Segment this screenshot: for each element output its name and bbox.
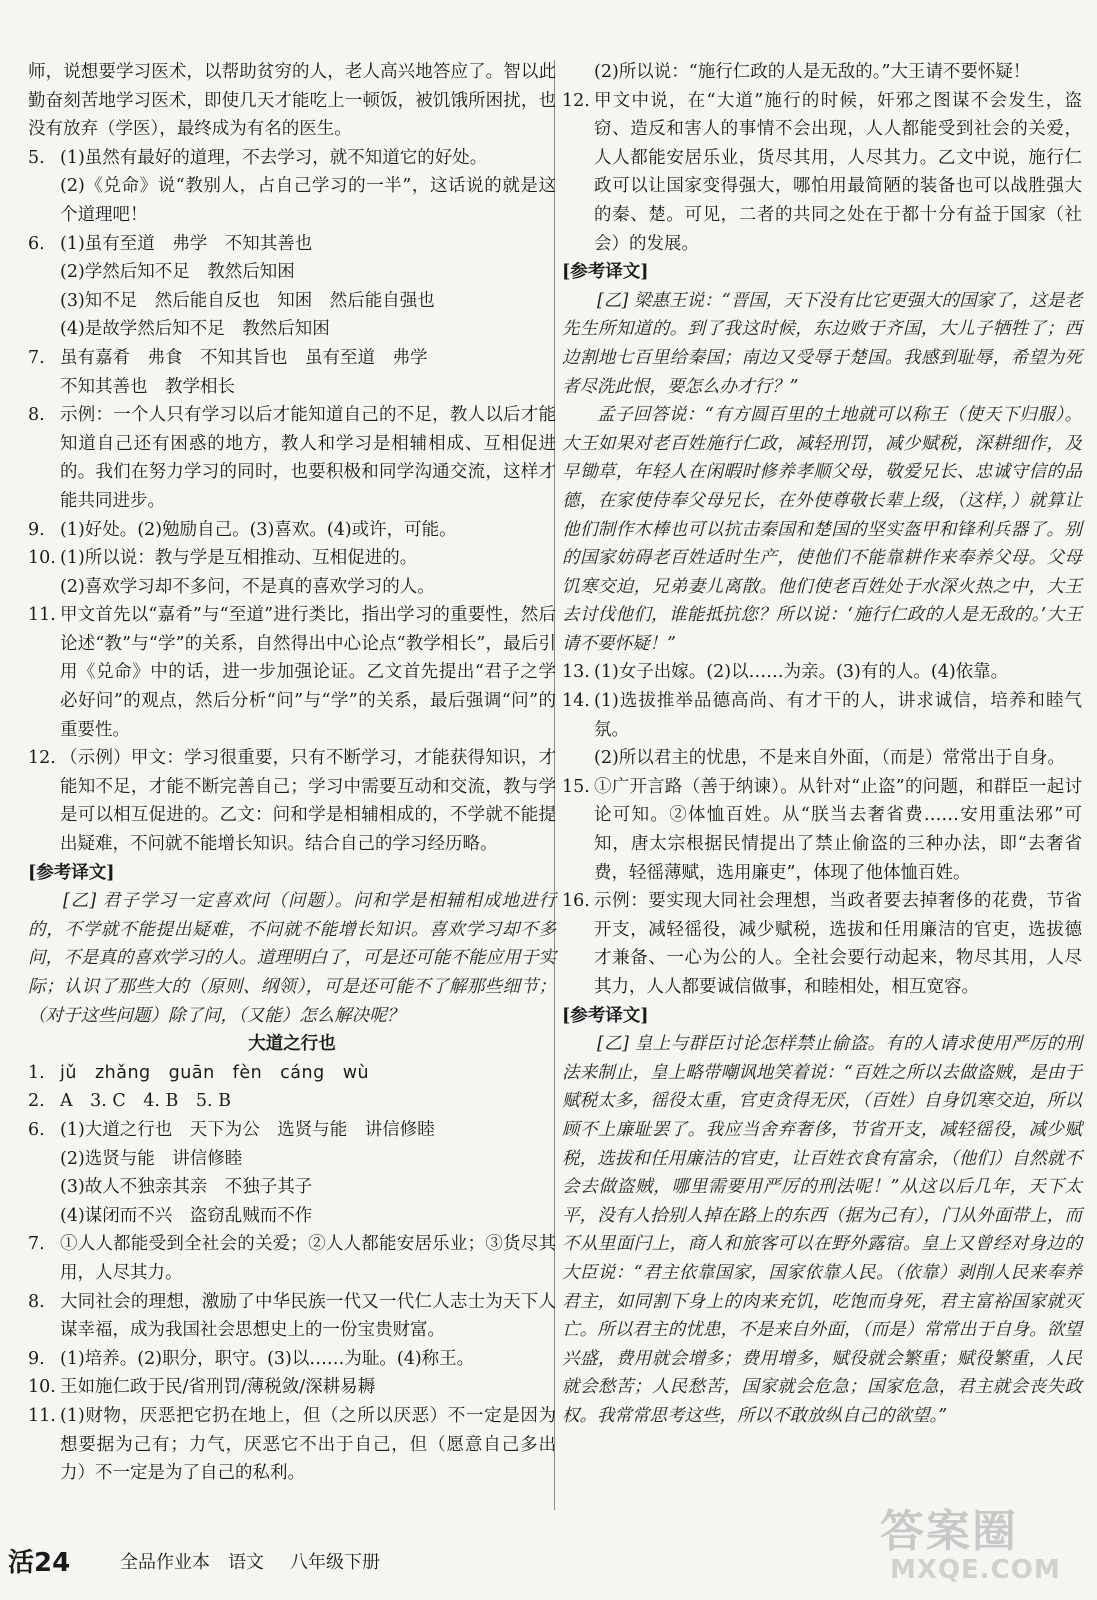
reference-translation-label: [参考译文] (28, 862, 115, 883)
answer-10-2: (2)喜欢学习却不多问，不是真的喜欢学习的人。 (60, 576, 435, 597)
answer-11-2: (2)所以说：“施行仁政的人是无敌的。”大王请不要怀疑！ (594, 62, 1031, 82)
answer-9: 9. (1)好处。(2)勉励自己。(3)喜欢。(4)或许，可能。 (28, 519, 457, 540)
watermark-url: MXQE.COM (890, 1555, 1061, 1585)
answer-p6-3: (3)故人不独亲其亲 不独子其子 (60, 1177, 313, 1198)
answer-6-2: (2)学然后知不足 教然后知困 (60, 262, 295, 283)
answer-r12: 12. 甲文中说，在“大道”施行的时候，奸邪之图谋不会发生，盗窃、造反和害人的事情不会出现，人人都能受到社会的关爱，人人都能安居乐业，货尽其用，人尽其力。乙文中说，施行仁政可以让国家变得强大，哪怕用最简陋的装备也可以战胜强大的秦、楚。可见，二者的共同之处在于都十分有益于国家（社会）的发展。 (562, 90, 1082, 254)
page-number: 活24 (8, 1548, 71, 1578)
reference-translation: [乙] 皇上与群臣讨论怎样禁止偷盗。有的人请求使用严厉的刑法来制止，皇上略带嘲讽地笑着说：“百姓之所以去做盗贼，是由于赋税太多，徭役太重，官吏贪得无厌，（百姓）自身饥寒交迫，所以顾不上廉耻罢了。我应当舍弃奢侈，节省开支，减轻徭役，减少赋税，选拔和任用廉洁的官吏，让百姓衣食有富余，（他们）自然就不会去做盗贼，哪里需要用严厉的刑法呢！”从这以后几年，天下太平，没有人拾别人掉在路上的东西（据为己有），门从外面带上，而不从里面闩上，商人和旅客可以在野外露宿。皇上又曾经对身边的大臣说：“君主依靠国家，国家依靠人民。（依靠）剥削人民来奉养君主，如同割下身上的肉来充饥，吃饱而身死，君主富裕国家就灭亡。所以君主的忧患，不是来自外面，（而是）常常出于自身。欲望兴盛，费用就会增多；费用增多，赋役就会繁重；赋役繁重，人民就会愁苦；人民愁苦，国家就会危急；国家危急，君主就会丧失政权。我常常思考这些，所以不敢放纵自己的欲望。” (562, 1034, 1082, 1426)
answer-p6-4: (4)谋闭而不兴 盗窃乱贼而不作 (60, 1205, 313, 1226)
answer-7-cont: 不知其善也 教学相长 (60, 376, 235, 397)
answer-6: 6. (1)虽有至道 弗学 不知其善也 (28, 233, 313, 254)
answer-r13: 13. (1)女子出嫁。(2)以……为亲。(3)有的人。(4)依靠。 (562, 662, 1009, 683)
right-column (562, 58, 1082, 1431)
answer-p1: 1. jǔ zhǎng guān fèn cáng wù (28, 1062, 370, 1083)
answer-12: 12. （示例）甲文：学习很重要，只有不断学习，才能获得知识，才能知不足，才能不断完善自己；学习中需要互动和交流，教与学是可以相互促进的。乙文：问和学是相辅相成的，不学就不能提出疑难，不问就不能增长知识。结合自己的学习经历略。 (28, 748, 556, 855)
answer-8: 8. 示例：一个人只有学习以后才能知道自己的不足，教人以后才能知道自己还有困惑的地方，教人和学习是相辅相成、互相促进的。我们在努力学习的同时，也要积极和同学沟通交流，这样才能共同进步。 (28, 405, 556, 511)
answer-5: 5. (1)虽然有最好的道理，不去学习，就不知道它的好处。 (28, 147, 488, 168)
reference-translation: [乙] 梁惠王说：“晋国，天下没有比它更强大的国家了，这是老先生所知道的。到了我这时候，东边败于齐国，大儿子牺牲了；西边割地七百里给秦国；南边又受辱于楚国。我感到耻辱，希望为死者尽洗此恨，要怎么办才行？” (562, 290, 1082, 397)
watermark-logo (880, 1495, 1090, 1595)
answer-p8: 8. 大同社会的理想，激励了中华民族一代又一代仁人志士为天下人谋幸福，成为我国社会思想史上的一份宝贵财富。 (28, 1291, 556, 1341)
answer-6-3: (3)知不足 然后能自反也 知困 然后能自强也 (60, 290, 435, 311)
answer-p2: 2. A 3. C 4. B 5. B (28, 1091, 232, 1112)
section-title: 大道之行也 (248, 1034, 336, 1055)
book-title: 全品作业本 (120, 1552, 210, 1573)
answer-p6: 6. (1)大道之行也 天下为公 选贤与能 讲信修睦 (28, 1119, 435, 1140)
answer-p11: 11. (1)财物，厌恶把它扔在地上，但（之所以厌恶）不一定是因为想要据为己有；力气，厌恶它不出于自己，但（愿意自己多出力）不一定是为了自己的私利。 (28, 1405, 556, 1484)
answer-7: 7. 虽有嘉肴 弗食 不知其旨也 虽有至道 弗学 (28, 347, 428, 368)
answer-11: 11. 甲文首先以“嘉肴”与“至道”进行类比，指出学习的重要性，然后论述“教”与“学”的关系，自然得出中心论点“教学相长”，最后引用《兑命》中的话，进一步加强论证。乙文首先提出“君子之学必好问”的观点，然后分析“问”与“学”的关系，最后强调“问”的重要性。 (28, 605, 556, 740)
subject-label: 语文 (228, 1552, 264, 1573)
answer-r16: 16. 示例：要实现大同社会理想，当政者要去掉奢侈的花费，节省开支，减轻徭役，减少赋税，选拔和任用廉洁的官吏，选拔德才兼备、一心为公的人。全社会要行动起来，物尽其用，人尽其力，人人都要诚信做事，和睦相处，相互宽容。 (562, 891, 1082, 997)
answer-p10: 10. 王如施仁政于民/省刑罚/薄税敛/深耕易耨 (28, 1377, 376, 1398)
answer-5-2: (2)《兑命》说“教别人，占自己学习的一半”，这话说的就是这个道理吧！ (60, 176, 556, 225)
reference-translation: 孟子回答说：“有方圆百里的土地就可以称王（使天下归服）。大王如果对老百姓施行仁政，减轻刑罚，减少赋税，深耕细作，及早锄草，年轻人在闲暇时修养孝顺父母，敬爱兄长、忠诚守信的品德，在家使侍奉父母兄长，在外使尊敬长辈上级，（这样，）就算让他们制作木棒也可以抗击秦国和楚国的坚实盔甲和锋利兵器了。别的国家妨碍老百姓适时生产，使他们不能靠耕作来奉养父母。父母饥寒交迫，兄弟妻儿离散。他们使老百姓处于水深火热之中，大王去讨伐他们，谁能抵抗您？所以说：‘施行仁政的人是无敌的。’大王请不要怀疑！” (562, 405, 1082, 654)
left-column (28, 58, 556, 1488)
answer-r14-2: (2)所以君主的忧患，不是来自外面，（而是）常常出于自身。 (594, 748, 1066, 769)
answer-r15: 15. ①广开言路（善于纳谏）。从针对“止盗”的问题，和群臣一起讨论可知。②体恤百姓。从“朕当去奢省费……安用重法邪”可知，唐太宗根据民情提出了禁止偷盗的三种办法，即“去奢省费，轻徭薄赋，选用廉吏”，体现了他体恤百姓。 (562, 776, 1082, 883)
reference-translation: [乙] 君子学习一定喜欢问（问题）。问和学是相辅相成地进行的，不学就不能提出疑难，不问就不能增长知识。喜欢学习却不多问，不是真的喜欢学习的人。道理明白了，可是还可能不能应用于实际；认识了那些大的（原则、纲领），可是还可能不了解那些细节；（对于这些问题）除了问，（又能）怎么解决呢？ (28, 891, 556, 1026)
answer-p9: 9. (1)培养。(2)职分，职守。(3)以……为耻。(4)称王。 (28, 1348, 475, 1369)
reference-translation-label: [参考译文] (562, 262, 649, 283)
answer-6-4: (4)是故学然后知不足 教然后知困 (60, 319, 330, 340)
intro-paragraph: 师，说想要学习医术，以帮助贫穷的人，老人高兴地答应了。智以此勤奋刻苦地学习医术，即使几天才能吃上一顿饭，被饥饿所困扰，也没有放弃（学医），最终成为有名的医生。 (28, 62, 556, 140)
grade-label: 八年级下册 (290, 1552, 380, 1573)
answer-r14: 14. (1)选拔推举品德高尚、有才干的人，讲求诚信，培养和睦气氛。 (562, 691, 1082, 740)
watermark-text: 答案圈 (880, 1506, 1018, 1557)
answer-p7: 7. ①人人都能受到全社会的关爱；②人人都能安居乐业；③货尽其用，人尽其力。 (28, 1234, 556, 1283)
answer-p6-2: (2)选贤与能 讲信修睦 (60, 1148, 243, 1169)
answer-10: 10. (1)所以说：教与学是互相推动、互相促进的。 (28, 548, 418, 569)
reference-translation-label: [参考译文] (562, 1005, 649, 1026)
